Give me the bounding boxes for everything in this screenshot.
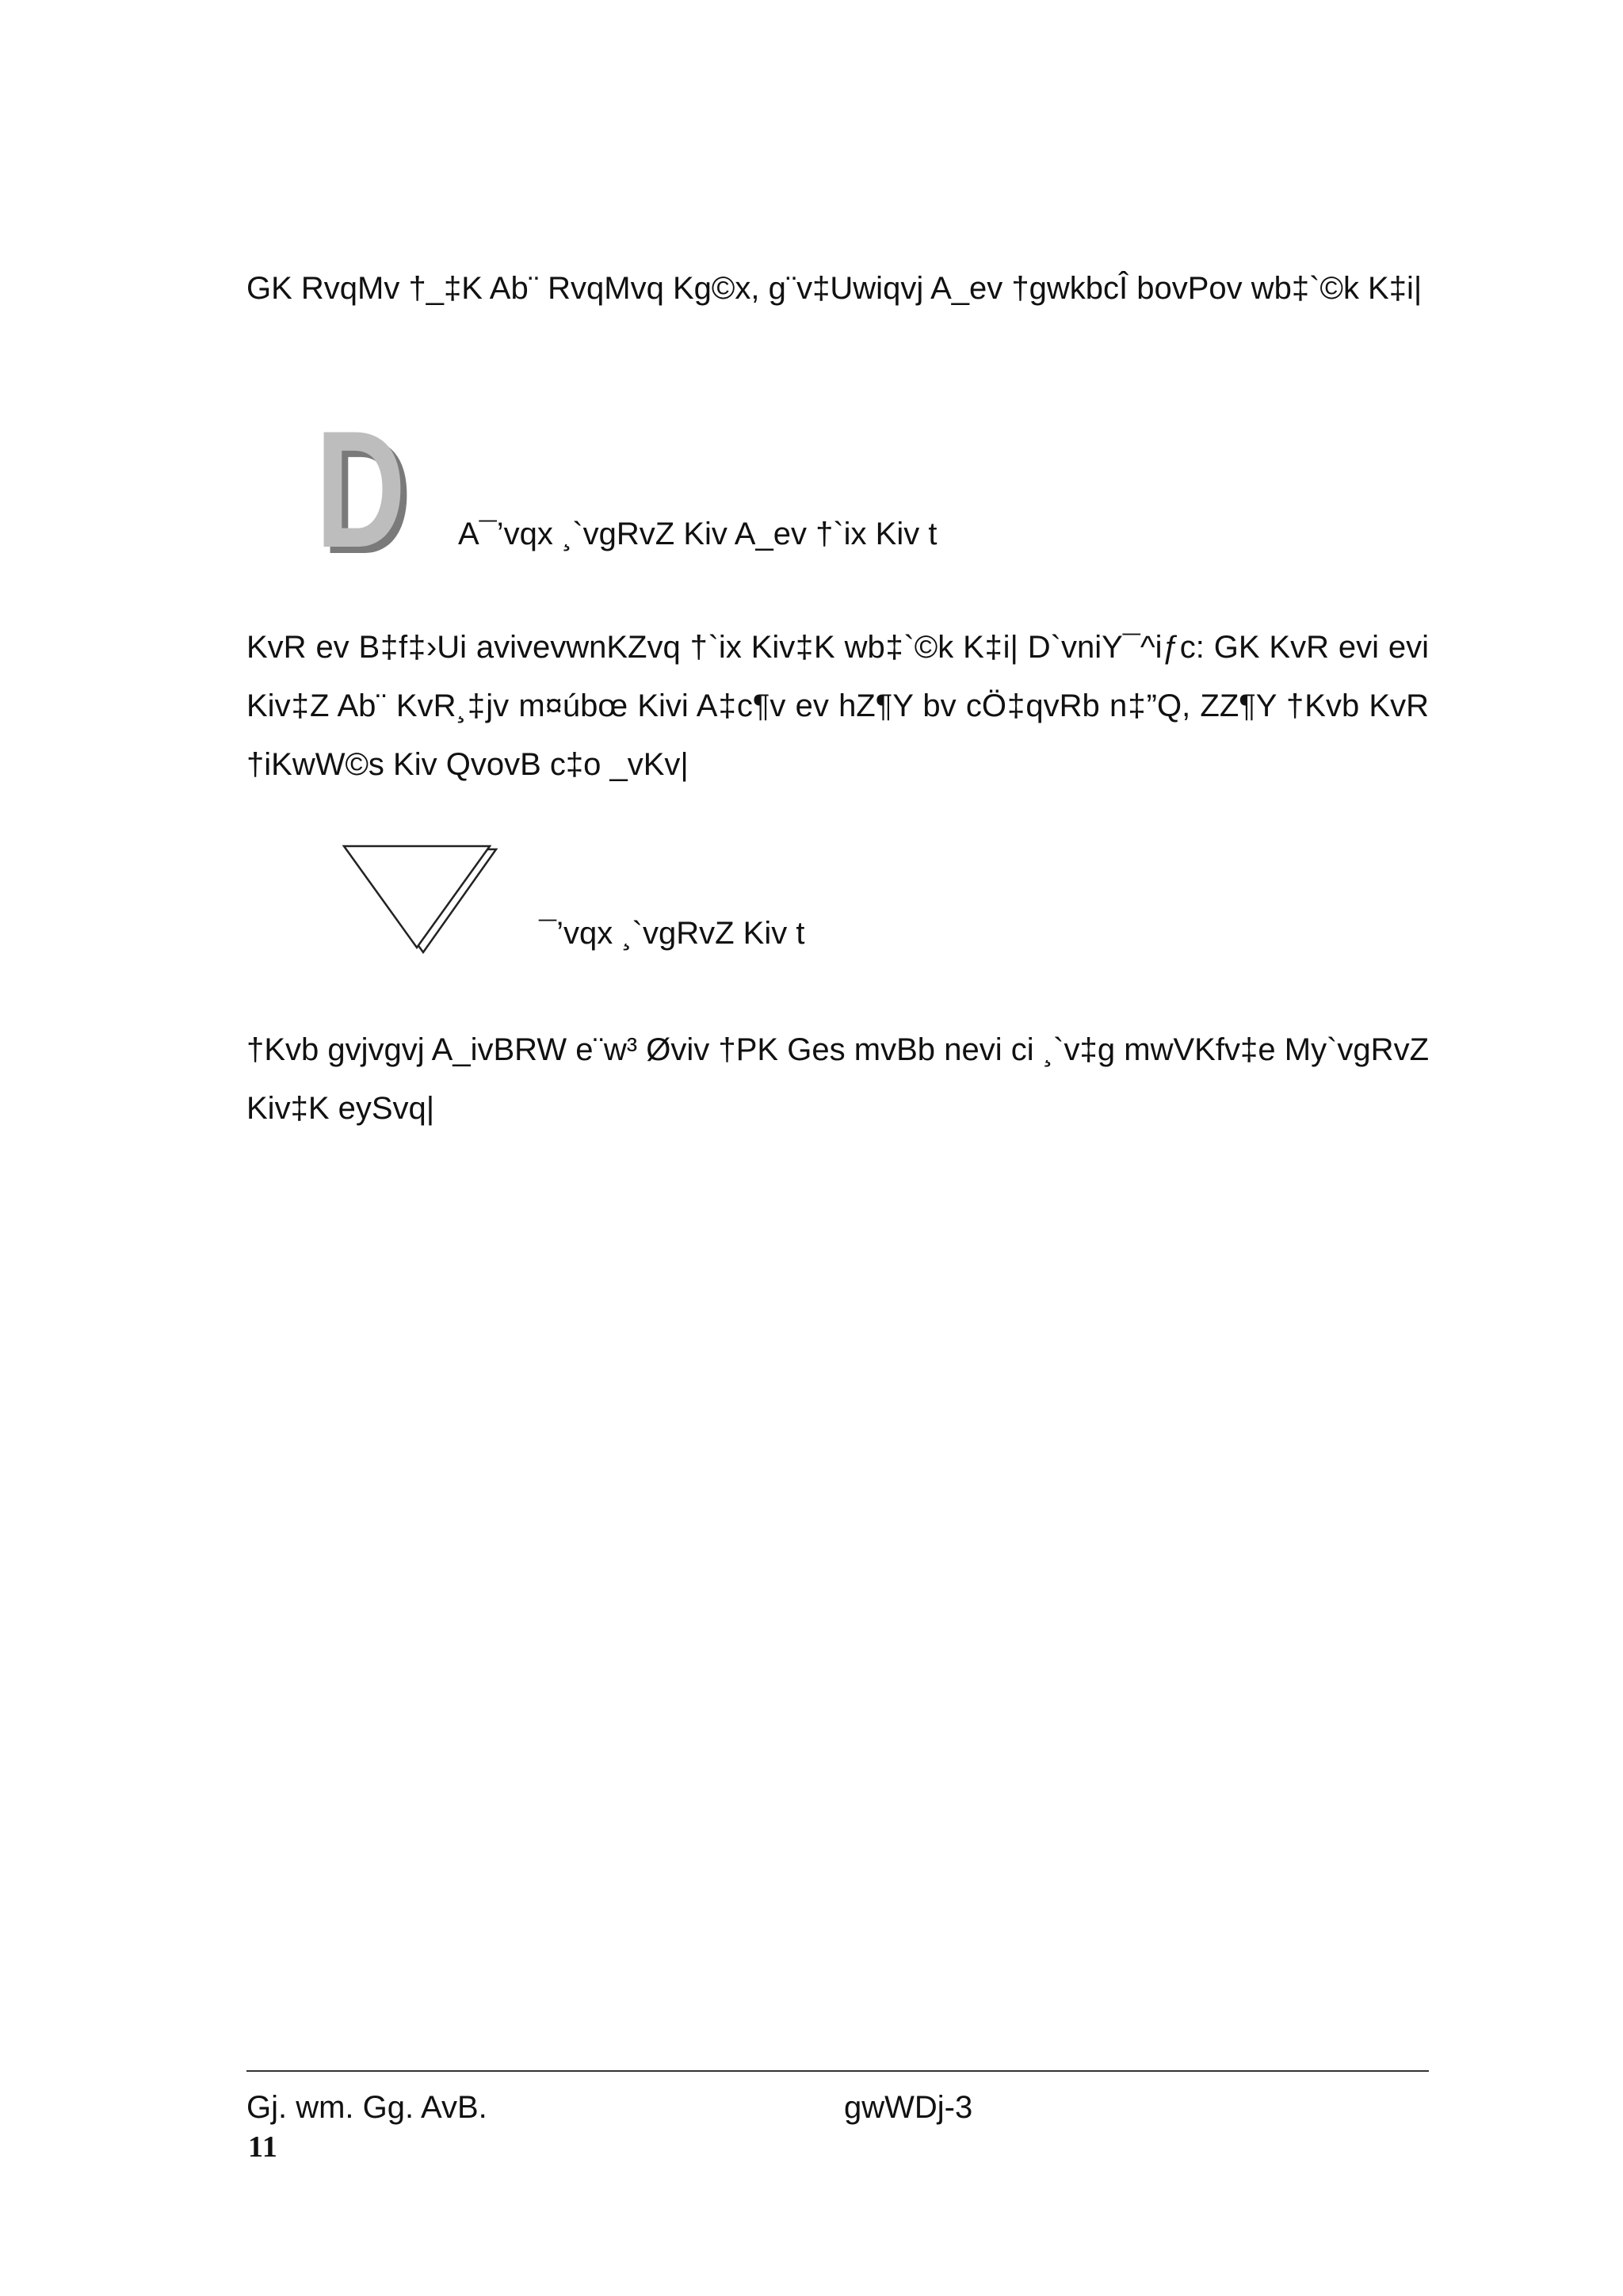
delay-d-icon xyxy=(315,421,414,558)
delay-d-icon-letter: D xyxy=(315,421,406,558)
footer-module: gwWDj-3 xyxy=(844,2090,973,2125)
storage-symbol-caption: ¯’vqx ¸`vgRvZ Kiv t xyxy=(539,916,805,951)
delay-d-icon-shadow: D xyxy=(322,421,412,558)
inverted-triangle-icon xyxy=(341,843,501,955)
delay-symbol-caption: A¯’vqx ¸`vgRvZ Kiv A_ev †`ix Kiv t xyxy=(458,517,938,551)
footer-organization: Gj. wm. Gg. AvB. xyxy=(246,2090,487,2125)
footer-divider xyxy=(246,2070,1429,2072)
paragraph-movement-definition: GK RvqMv †_‡K Ab¨ RvqMvq Kg©x, g¨v‡Uwiqvj A_ev †gwkbcÎ bovPov wb‡`©k K‡i| xyxy=(246,271,1423,306)
paragraph-delay-definition: KvR ev B‡f‡›Ui avivevwnKZvq †`ix Kiv‡K wb‡`©k K‡i| D`vniY¯^iƒc: GK KvR evi evi Kiv‡Z Ab¨ KvR¸‡jv m¤úbœ Kivi A‡c¶v ev hZ¶Y bv cÖ‡qvRb n‡”Q, ZZ¶Y †Kvb KvR †iKwW©s Kiv QvovB c‡o _vKv| xyxy=(246,630,1429,782)
page-number: 11 xyxy=(248,2130,278,2164)
paragraph-storage-definition: †Kvb gvjvgvj A_ivBRW e¨w³ Øviv †PK Ges mvBb nevi ci ¸`v‡g mwVKfv‡e My`vgRvZ Kiv‡K eySvq| xyxy=(246,1032,1429,1126)
